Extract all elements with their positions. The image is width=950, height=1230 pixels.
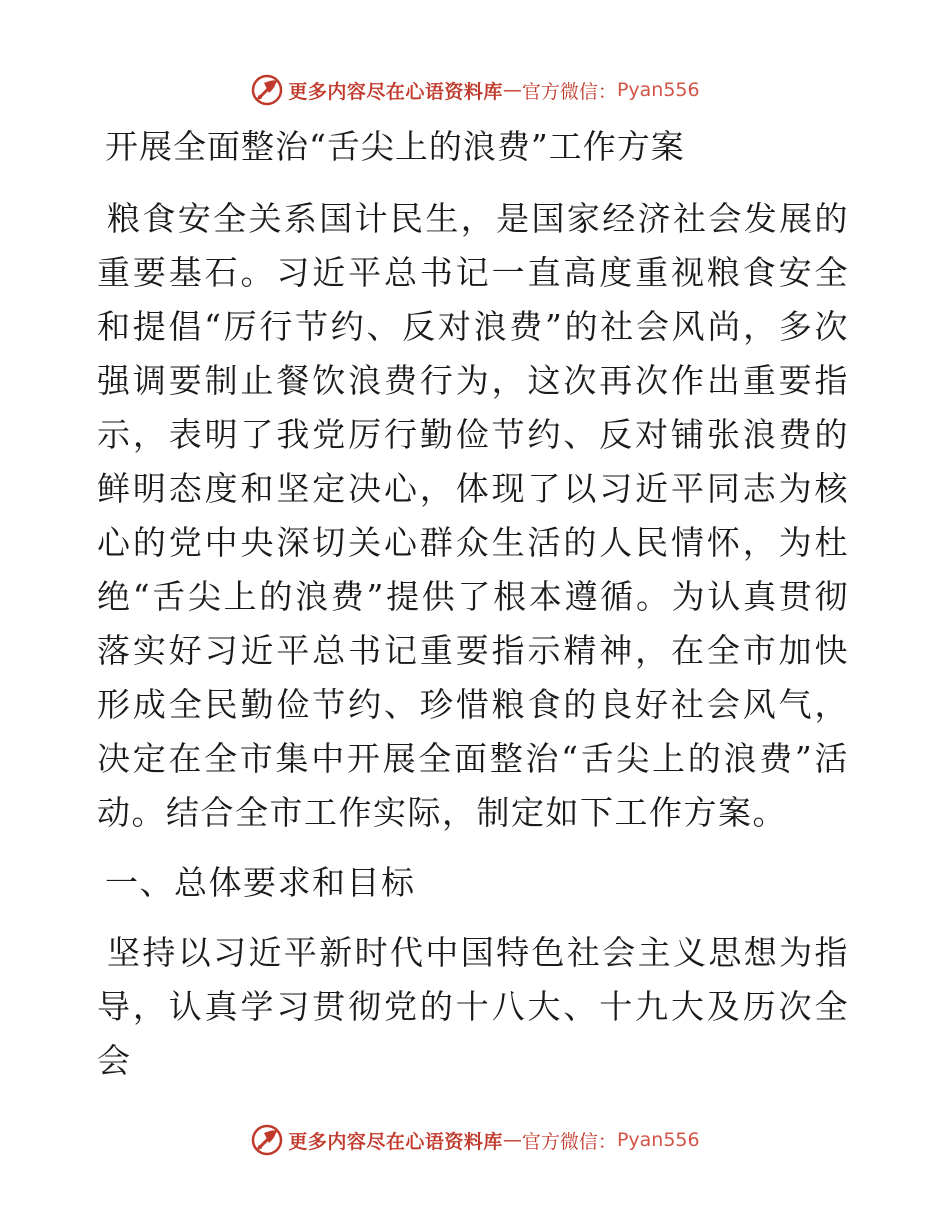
document-body [97,122,849,1088]
section-heading-1: 一、总体要求和目标 [105,863,416,902]
document-title: 开展全面整治“舌尖上的浪费”工作方案 [105,127,685,166]
quill-logo-icon [250,1123,284,1157]
watermark-wechat-id: Pyan556 [616,1129,700,1151]
intro-paragraph: 粮食安全关系国计民生，是国家经济社会发展的重要基石。习近平总书记一直高度重视粮食安全和提倡“厉行节约、反对浪费”的社会风尚，多次强调要制止餐饮浪费行为，这次再次作出重要指示，表明了我党厉行勤俭节约、反对铺张浪费的鲜明态度和坚定决心，体现了以习近平同志为核心的党中央深切关心群众生活的人民情怀，为杜绝“舌尖上的浪费”提供了根本遵循。为认真贯彻落实好习近平总书记重要指示精神，在全市加快形成全民勤俭节约、珍惜粮食的良好社会风气，决定在全市集中开展全面整治“舌尖上的浪费”活动。结合全市工作实际，制定如下工作方案。 [97,199,849,832]
quill-logo-icon [250,73,284,107]
watermark-dash: — [502,79,522,101]
watermark-banner-bottom [0,1120,950,1160]
watermark-wechat-label: 官方微信： [521,80,617,103]
watermark-wechat-id: Pyan556 [616,79,700,101]
section-1-paragraph: 坚持以习近平新时代中国特色社会主义思想为指导，认真学习贯彻党的十八大、十九大及历次全会 [97,933,849,1080]
watermark-banner-top [0,70,950,110]
watermark-wechat-label: 官方微信： [521,1130,617,1153]
watermark-text: 更多内容尽在心语资料库 [288,80,503,103]
watermark-dash: — [502,1129,522,1151]
watermark-text: 更多内容尽在心语资料库 [288,1130,503,1153]
